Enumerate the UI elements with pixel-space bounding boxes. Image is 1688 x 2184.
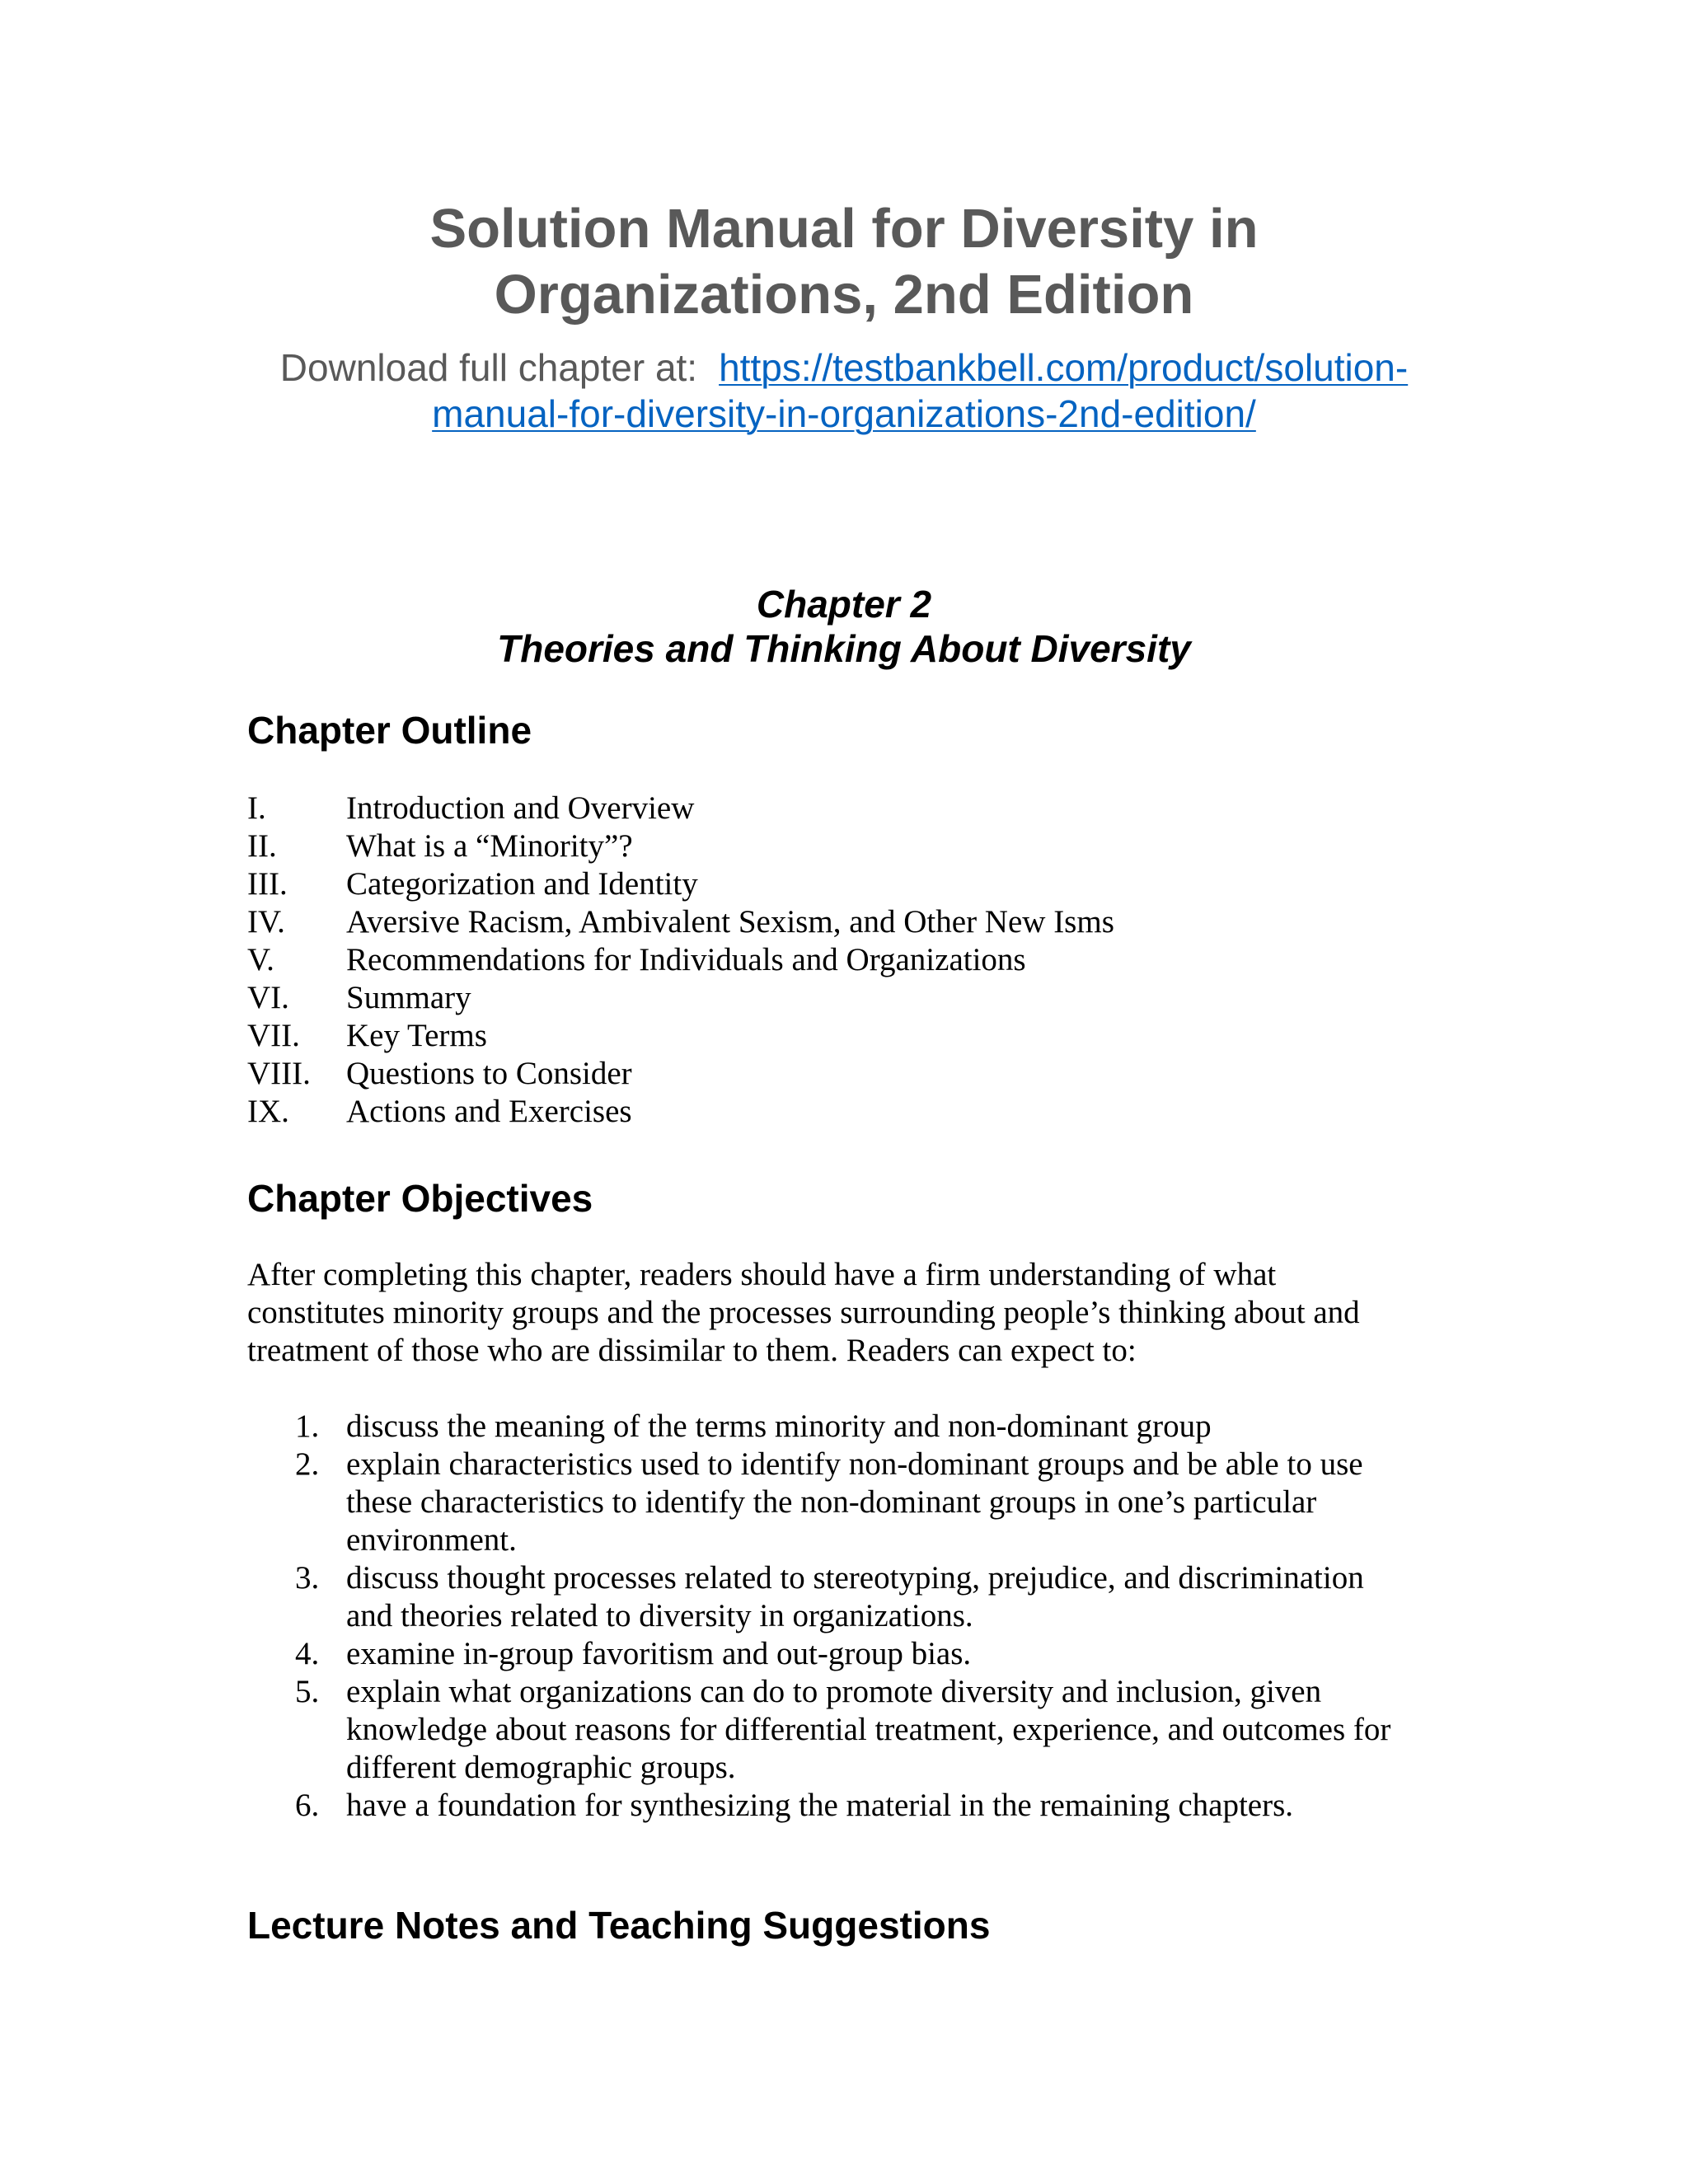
- outline-item-text: Questions to Consider: [346, 1056, 632, 1091]
- objective-item: [247, 1408, 1484, 1446]
- outline-item-number: VI.: [247, 980, 289, 1015]
- objective-text-line: explain characteristics used to identify non-dominant groups and be able to use: [346, 1446, 1363, 1482]
- objective-text-line: knowledge about reasons for differential treatment, experience, and outcomes for: [346, 1712, 1391, 1747]
- outline-list: [247, 790, 1484, 1131]
- outline-item-number: VIII.: [247, 1056, 311, 1091]
- objective-item: [247, 1635, 1484, 1673]
- objective-item: [247, 1559, 1484, 1635]
- outline-item-text: Key Terms: [346, 1018, 487, 1053]
- objectives-heading: Chapter Objectives: [247, 1177, 593, 1220]
- outline-item-number: IV.: [247, 904, 285, 940]
- objective-text-line: discuss thought processes related to stereotyping, prejudice, and discrimination: [346, 1560, 1364, 1596]
- outline-item: [247, 790, 1484, 827]
- outline-item-text: Recommendations for Individuals and Organizations: [346, 942, 1026, 977]
- objective-text-line: have a foundation for synthesizing the material in the remaining chapters.: [346, 1788, 1294, 1823]
- download-link-line-2[interactable]: manual-for-diversity-in-organizations-2nd-edition/: [432, 392, 1256, 435]
- outline-item: [247, 1093, 1484, 1131]
- objective-text-line: different demographic groups.: [346, 1750, 736, 1785]
- outline-item: [247, 1017, 1484, 1055]
- outline-item: [247, 979, 1484, 1017]
- document-title: [0, 196, 1688, 328]
- objective-number: 2.: [295, 1446, 320, 1482]
- outline-item-number: I.: [247, 790, 266, 826]
- outline-item-number: III.: [247, 866, 288, 902]
- chapter-heading: [0, 582, 1688, 671]
- intro-line: After completing this chapter, readers should have a firm understanding of what: [247, 1257, 1277, 1292]
- outline-item-number: V.: [247, 942, 274, 977]
- objective-text-line: environment.: [346, 1522, 517, 1558]
- objective-text-line: examine in-group favoritism and out-group bias.: [346, 1636, 972, 1671]
- outline-item: [247, 941, 1484, 979]
- objective-text-line: explain what organizations can do to promote diversity and inclusion, given: [346, 1674, 1322, 1709]
- intro-line: treatment of those who are dissimilar to them. Readers can expect to:: [247, 1333, 1137, 1368]
- objectives-intro: [247, 1256, 1459, 1370]
- title-line-1: Solution Manual for Diversity in: [429, 198, 1259, 260]
- lecture-heading: Lecture Notes and Teaching Suggestions: [247, 1904, 991, 1947]
- objective-number: 6.: [295, 1788, 320, 1823]
- outline-item-text: Actions and Exercises: [346, 1094, 632, 1129]
- outline-item: [247, 827, 1484, 865]
- outline-item-text: Aversive Racism, Ambivalent Sexism, and Other New Isms: [346, 904, 1114, 940]
- objective-text-line: and theories related to diversity in organizations.: [346, 1598, 973, 1633]
- outline-item: [247, 1055, 1484, 1093]
- objective-number: 1.: [295, 1408, 320, 1444]
- download-line: [0, 344, 1688, 437]
- objective-text-line: discuss the meaning of the terms minority and non-dominant group: [346, 1408, 1212, 1444]
- chapter-number: Chapter 2: [756, 583, 932, 626]
- objectives-list: [247, 1408, 1484, 1825]
- outline-item-number: IX.: [247, 1094, 289, 1129]
- objective-item: [247, 1673, 1484, 1787]
- outline-item-number: II.: [247, 828, 277, 864]
- objective-number: 3.: [295, 1560, 320, 1596]
- download-link-line-1[interactable]: https://testbankbell.com/product/solution-: [719, 346, 1409, 389]
- outline-item-text: Introduction and Overview: [346, 790, 695, 826]
- objective-number: 4.: [295, 1636, 320, 1671]
- download-label: Download full chapter at:: [279, 346, 698, 389]
- objective-number: 5.: [295, 1674, 320, 1709]
- objective-item: [247, 1787, 1484, 1825]
- outline-item-text: Categorization and Identity: [346, 866, 698, 902]
- outline-item-text: What is a “Minority”?: [346, 828, 633, 864]
- chapter-title: Theories and Thinking About Diversity: [497, 627, 1191, 670]
- objective-item: [247, 1446, 1484, 1559]
- outline-item-number: VII.: [247, 1018, 300, 1053]
- title-line-2: Organizations, 2nd Edition: [494, 264, 1194, 326]
- objective-text-line: these characteristics to identify the non-dominant groups in one’s particular: [346, 1484, 1317, 1520]
- outline-item: [247, 865, 1484, 903]
- outline-heading: Chapter Outline: [247, 709, 532, 752]
- intro-line: constitutes minority groups and the processes surrounding people’s thinking about and: [247, 1295, 1360, 1330]
- outline-item-text: Summary: [346, 980, 471, 1015]
- outline-item: [247, 903, 1484, 941]
